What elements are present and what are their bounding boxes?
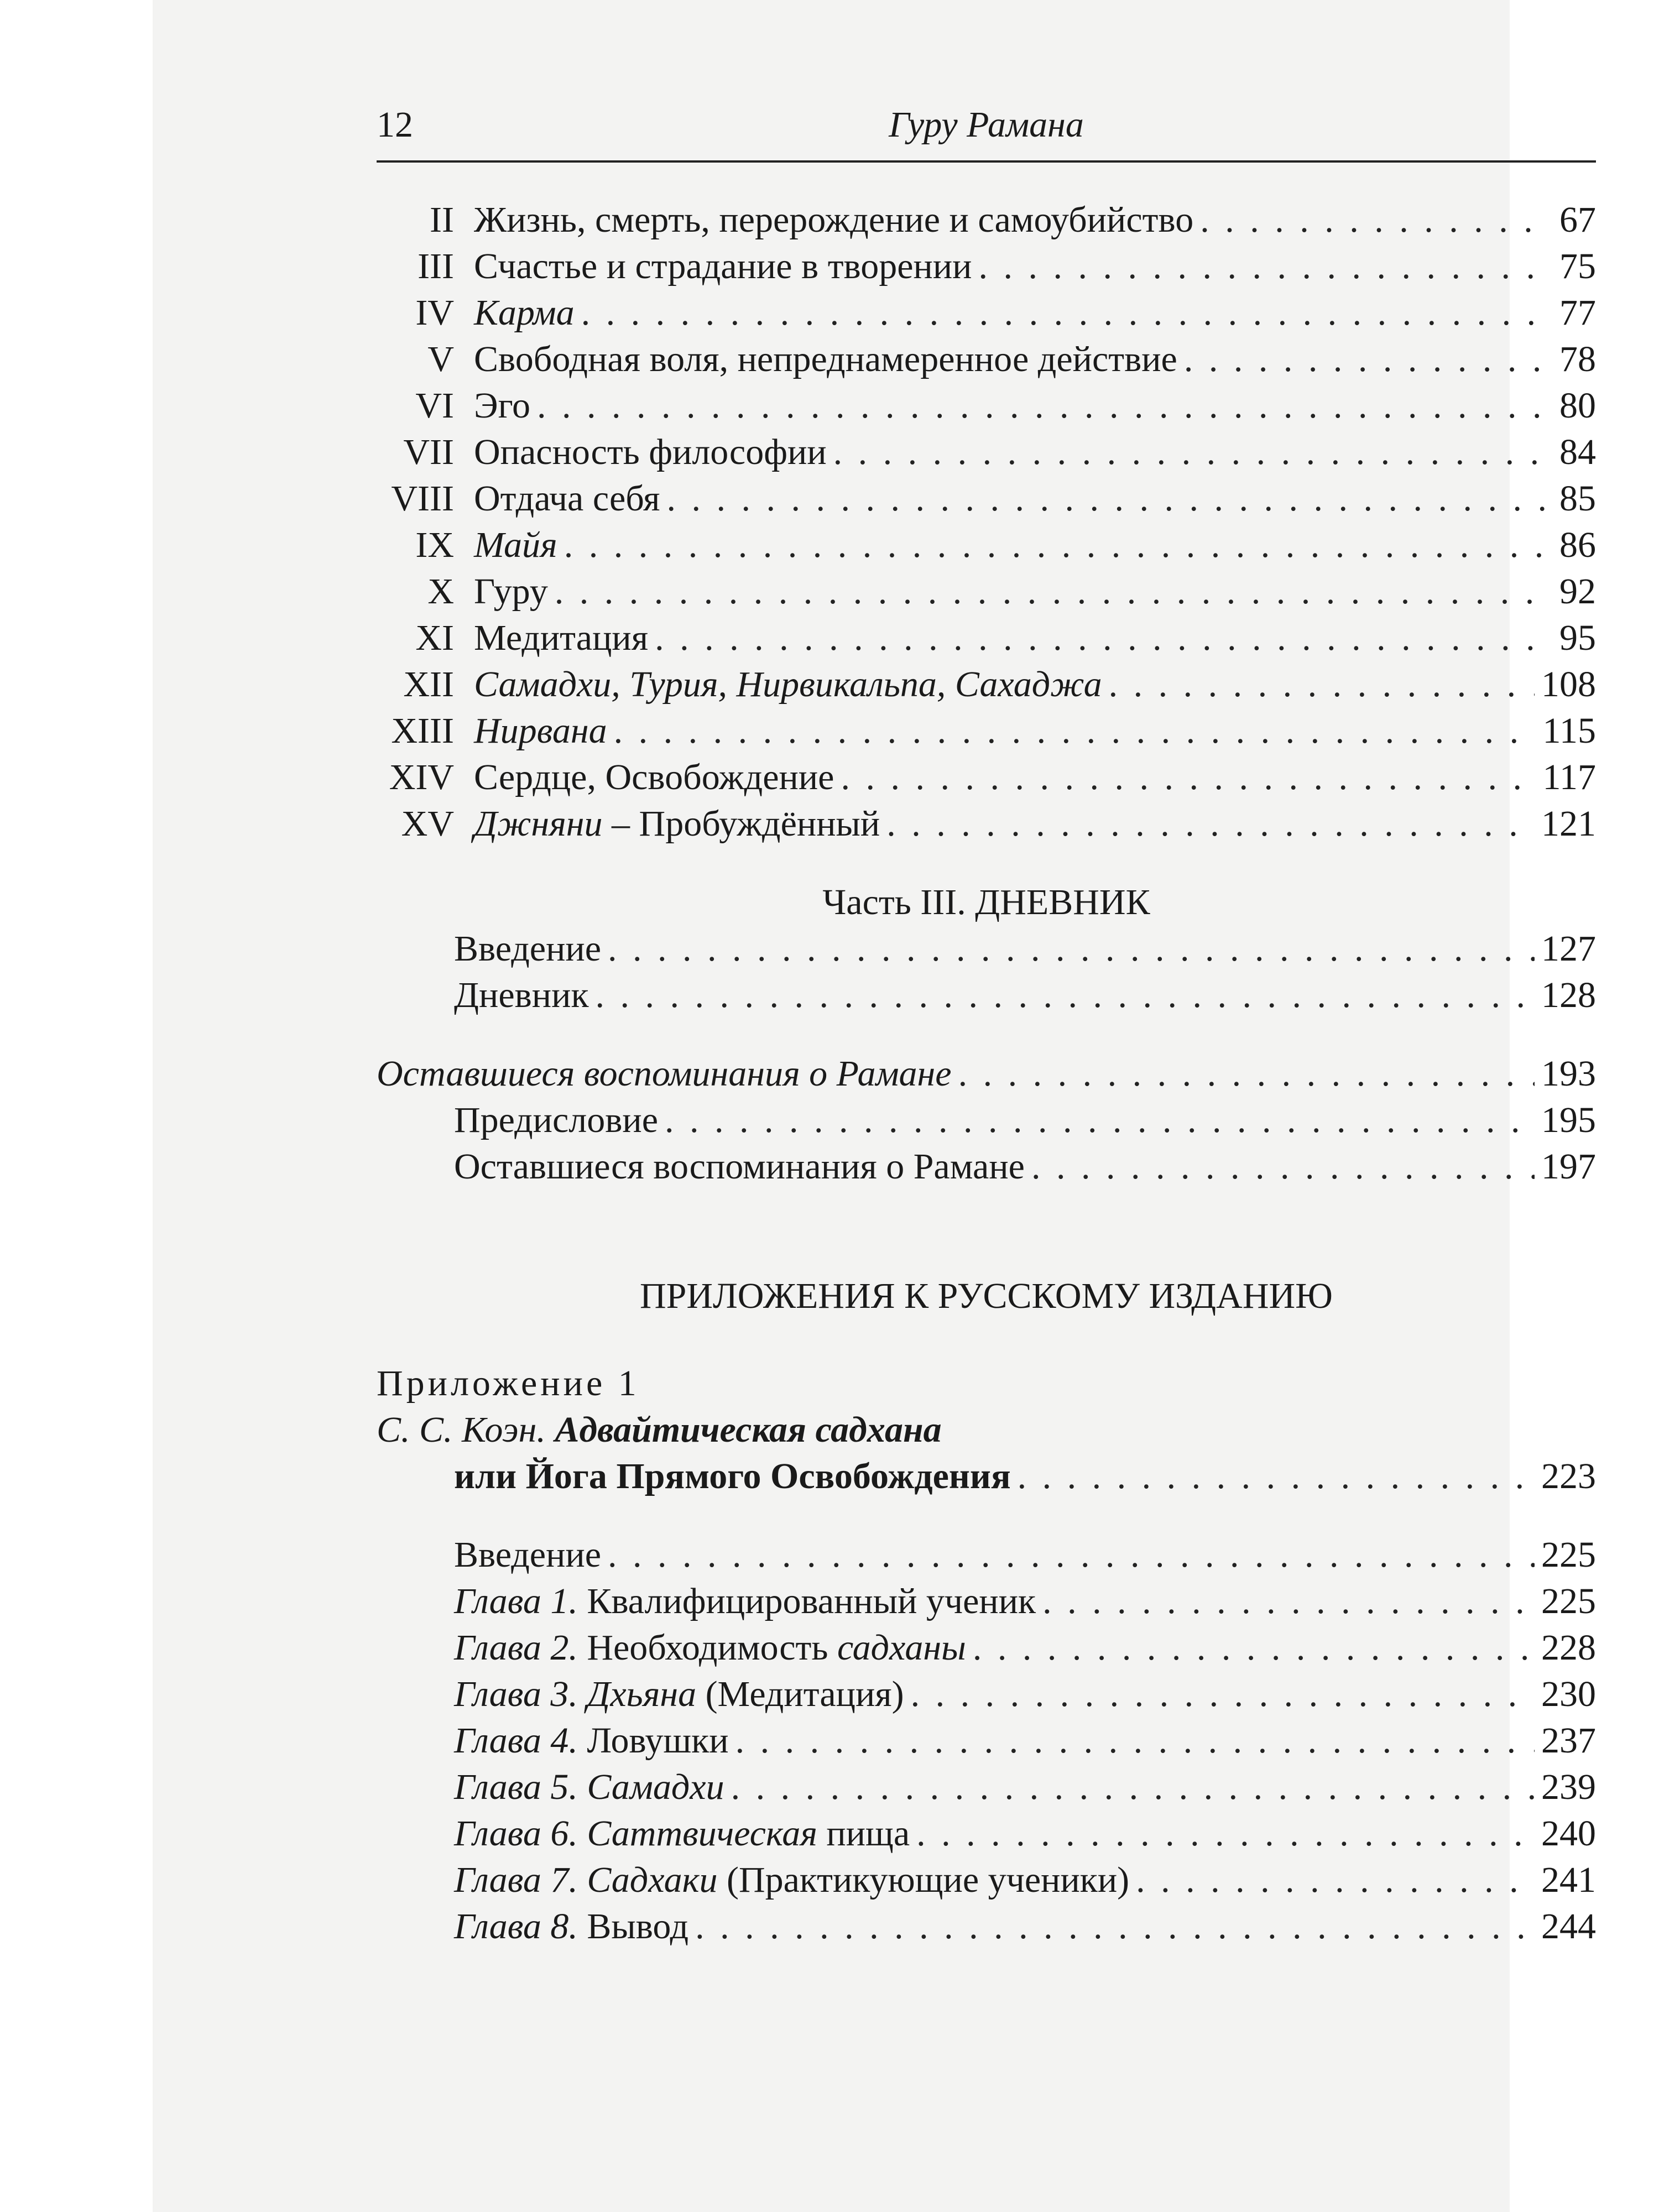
leader-dots: [973, 1625, 1535, 1671]
leader-dots: [614, 708, 1536, 754]
toc-entry-label-part: Ловушки: [577, 1720, 729, 1761]
toc-entry-label: [377, 1857, 1129, 1903]
chapter-number: IX: [415, 525, 454, 565]
toc-entry-label: [474, 522, 557, 568]
toc-entry-page: 237: [1541, 1720, 1596, 1761]
toc-entry-page: 67: [1559, 200, 1596, 240]
leader-dots: [581, 290, 1545, 336]
leader-dots: [1184, 336, 1545, 383]
leader-dots: [608, 1532, 1535, 1578]
toc-entry-label-part: Саттвическая: [587, 1813, 817, 1854]
toc-entry-label: [474, 476, 660, 522]
toc-entry: [377, 972, 1596, 1019]
toc-entry-label: [474, 197, 1193, 243]
toc-entry: [377, 1903, 1596, 1950]
toc-entry-label-part: – Пробуждённый: [602, 804, 880, 844]
appendix-chapter-list: [377, 1532, 1596, 1950]
toc-entry-label: [474, 708, 607, 754]
toc-entry-label: Предисловие: [454, 1100, 658, 1140]
part2-chapter-list: [377, 197, 1596, 847]
toc-entry-page: 85: [1559, 478, 1596, 519]
toc-entry-page: 84: [1559, 432, 1596, 472]
toc-entry: [377, 522, 1596, 568]
chapter-number: XI: [415, 618, 454, 658]
toc-entry-label-part: Джняни: [474, 804, 603, 844]
chapter-number: XIV: [389, 757, 454, 797]
toc-content: [377, 100, 1596, 1950]
header-rule: [377, 160, 1596, 163]
appendices-heading: ПРИЛОЖЕНИЯ К РУССКОМУ ИЗДАНИЮ: [640, 1276, 1333, 1316]
appendix-label: Приложение 1: [377, 1363, 640, 1404]
toc-entry: [377, 1144, 1596, 1190]
toc-entry-page: 223: [1541, 1456, 1596, 1496]
toc-entry-label-part: [578, 1860, 587, 1900]
toc-entry-page: 121: [1541, 804, 1596, 844]
toc-entry-label-part: Отдача себя: [474, 478, 660, 519]
toc-entry: [377, 290, 1596, 336]
chapter-number: X: [427, 571, 454, 612]
leader-dots: [841, 754, 1536, 801]
toc-entry-label-part: Введение: [454, 1535, 602, 1575]
toc-entry-label-part: Счастье и страдание в творении: [474, 246, 972, 286]
toc-entry-page: 75: [1559, 246, 1596, 286]
chapter-number: XIII: [391, 711, 454, 751]
toc-entry-label-part: Глава 3.: [454, 1674, 578, 1714]
leader-dots: [655, 615, 1545, 661]
toc-entry-page: 115: [1542, 711, 1596, 751]
leader-dots: [1018, 1453, 1535, 1500]
chapter-number: V: [427, 339, 454, 379]
toc-entry-label: [377, 1671, 904, 1718]
toc-entry-label: Введение: [454, 928, 602, 969]
toc-entry-label-part: Карма: [474, 293, 575, 333]
toc-entry-label: [474, 383, 530, 429]
toc-entry: [377, 1625, 1596, 1671]
leader-dots: [916, 1811, 1535, 1857]
toc-entry-page: 86: [1559, 525, 1596, 565]
toc-entry: [377, 429, 1596, 476]
toc-entry-label: [474, 615, 648, 661]
toc-entry-page: 127: [1541, 928, 1596, 969]
toc-entry: [377, 197, 1596, 243]
toc-entry-label: [474, 290, 575, 336]
remaining-entry-list: [377, 1097, 1596, 1190]
toc-entry: [377, 926, 1596, 972]
toc-entry-label-part: Глава 4.: [454, 1720, 578, 1761]
toc-entry-page: 117: [1542, 757, 1596, 797]
leader-dots: [735, 1718, 1535, 1764]
chapter-number: VII: [403, 432, 454, 472]
leader-dots: [596, 972, 1535, 1019]
book-page: [153, 0, 1596, 2212]
leader-dots: [911, 1671, 1535, 1718]
leader-dots: [608, 926, 1535, 972]
toc-entry: [377, 1718, 1596, 1764]
leader-dots: [665, 1097, 1535, 1144]
toc-entry: [377, 383, 1596, 429]
toc-entry-label-part: Жизнь, смерть, перерождение и самоубийство: [474, 200, 1194, 240]
toc-entry-page: 78: [1559, 339, 1596, 379]
toc-entry-label-part: Гуру: [474, 571, 548, 612]
toc-entry-page: 225: [1541, 1581, 1596, 1621]
leader-dots: [833, 429, 1545, 476]
leader-dots: [958, 1051, 1535, 1097]
leader-dots: [564, 522, 1545, 568]
toc-entry-label-part: Майя: [474, 525, 557, 565]
chapter-number: VIII: [391, 478, 454, 519]
appendix-title-line1: Адвайтическая садхана: [555, 1410, 942, 1450]
toc-entry-label-part: (Медитация): [696, 1674, 904, 1714]
toc-entry-label-part: Необходимость: [577, 1627, 837, 1668]
chapter-number: IV: [415, 293, 454, 333]
toc-entry-label: Дневник: [454, 975, 589, 1015]
leader-dots: [1031, 1144, 1535, 1190]
toc-entry-label-part: Эго: [474, 385, 530, 426]
toc-entry: [377, 243, 1596, 290]
toc-entry-page: 193: [1541, 1053, 1596, 1094]
toc-entry-label-part: Самадхи: [587, 1767, 724, 1807]
toc-entry-label: [474, 661, 1102, 708]
chapter-number: II: [430, 200, 454, 240]
toc-entry-label-part: Глава 6.: [454, 1813, 578, 1854]
toc-entry-label-part: Глава 2.: [454, 1627, 578, 1668]
leader-dots: [886, 801, 1535, 847]
toc-entry-label: [377, 1578, 1036, 1625]
toc-entry-label: Оставшиеся воспоминания о Рамане: [377, 1053, 952, 1094]
toc-entry-label-part: [578, 1674, 587, 1714]
toc-entry-label: Оставшиеся воспоминания о Рамане: [454, 1146, 1025, 1187]
toc-entry: [377, 1857, 1596, 1903]
leader-dots: [667, 476, 1545, 522]
toc-entry-page: 239: [1541, 1767, 1596, 1807]
toc-entry-page: 128: [1541, 975, 1596, 1015]
toc-entry-label-part: (Практикующие ученики): [717, 1860, 1130, 1900]
toc-entry-label: [474, 801, 880, 847]
toc-entry: [377, 1811, 1596, 1857]
toc-entry-label: [474, 336, 1177, 383]
toc-entry-label-part: садханы: [837, 1627, 966, 1668]
leader-dots: [1136, 1857, 1535, 1903]
toc-entry-label: [474, 429, 827, 476]
toc-entry-page: 80: [1559, 385, 1596, 426]
toc-entry: [377, 568, 1596, 615]
toc-entry-page: 95: [1559, 618, 1596, 658]
leader-dots: [555, 568, 1545, 615]
chapter-number: VI: [415, 385, 454, 426]
toc-entry-page: 241: [1541, 1860, 1596, 1900]
toc-entry-page: 197: [1541, 1146, 1596, 1187]
toc-entry-label-part: Глава 5.: [454, 1767, 578, 1807]
toc-entry-page: 108: [1541, 664, 1596, 705]
toc-entry-page: 230: [1541, 1674, 1596, 1714]
toc-entry-page: 228: [1541, 1627, 1596, 1668]
toc-entry: [377, 336, 1596, 383]
toc-entry-label: [377, 1532, 601, 1578]
running-head: [377, 100, 1596, 155]
toc-entry-label-part: Свободная воля, непреднамеренное действие: [474, 339, 1177, 379]
toc-entry: [377, 1671, 1596, 1718]
chapter-number: III: [418, 246, 454, 286]
leader-dots: [695, 1903, 1535, 1950]
toc-entry-page: 225: [1541, 1535, 1596, 1575]
part3-entry-list: [377, 926, 1596, 1019]
toc-entry-label-part: Глава 8.: [454, 1906, 578, 1947]
appendix-author: С. С. Коэн.: [377, 1410, 546, 1450]
toc-entry-label-part: [578, 1813, 587, 1854]
toc-entry-page: 92: [1559, 571, 1596, 612]
toc-entry-label-part: Садхаки: [587, 1860, 718, 1900]
toc-entry-label: [474, 243, 972, 290]
toc-entry-label-part: Нирвана: [474, 711, 607, 751]
toc-entry-label-part: пища: [817, 1813, 910, 1854]
toc-entry-remaining-title: [377, 1051, 1596, 1097]
appendix-author-line: [377, 1407, 1596, 1453]
toc-entry-label-part: Квалифицированный ученик: [577, 1581, 1036, 1621]
toc-entry-label: [474, 568, 548, 615]
toc-entry-label-part: Глава 7.: [454, 1860, 578, 1900]
toc-entry-label-part: Вывод: [577, 1906, 689, 1947]
part3-heading: Часть III. ДНЕВНИК: [822, 882, 1150, 922]
toc-entry-label: [377, 1903, 688, 1950]
page-number: 12: [377, 105, 413, 145]
chapter-number: XII: [403, 664, 454, 705]
toc-entry-page: 240: [1541, 1813, 1596, 1854]
toc-entry-label: [377, 1718, 729, 1764]
toc-entry-label: [377, 1811, 910, 1857]
leader-dots: [731, 1764, 1535, 1811]
toc-entry-label: [377, 1625, 966, 1671]
toc-entry-label-part: Опасность философии: [474, 432, 827, 472]
toc-entry: [377, 1097, 1596, 1144]
toc-entry-page: 77: [1559, 293, 1596, 333]
leader-dots: [979, 243, 1545, 290]
toc-entry-label-part: [578, 1767, 587, 1807]
toc-entry-label-part: Медитация: [474, 618, 649, 658]
toc-entry-label-part: Дхьяна: [587, 1674, 697, 1714]
leader-dots: [1109, 661, 1535, 708]
toc-entry: [377, 615, 1596, 661]
toc-entry-label: [474, 754, 834, 801]
toc-entry: [377, 1764, 1596, 1811]
leader-dots: [1042, 1578, 1535, 1625]
toc-entry-label: [377, 1764, 724, 1811]
toc-entry-label-part: Сердце, Освобождение: [474, 757, 834, 797]
toc-entry: [377, 754, 1596, 801]
toc-entry: [377, 708, 1596, 754]
leader-dots: [1200, 197, 1545, 243]
appendix-title-entry: [377, 1453, 1596, 1500]
toc-entry-page: 195: [1541, 1100, 1596, 1140]
toc-entry: [377, 1532, 1596, 1578]
leader-dots: [537, 383, 1545, 429]
toc-entry: [377, 801, 1596, 847]
toc-entry: [377, 661, 1596, 708]
toc-entry-label-part: Глава 1.: [454, 1581, 578, 1621]
toc-entry-page: 244: [1541, 1906, 1596, 1947]
running-title: Гуру Рамана: [889, 105, 1084, 145]
toc-entry: [377, 476, 1596, 522]
toc-entry: [377, 1578, 1596, 1625]
toc-entry-label-part: Самадхи, Турия, Нирвикальпа, Сахаджа: [474, 664, 1102, 705]
chapter-number: XV: [401, 804, 454, 844]
appendix-title-line2: или Йога Прямого Освобождения: [454, 1456, 1011, 1496]
